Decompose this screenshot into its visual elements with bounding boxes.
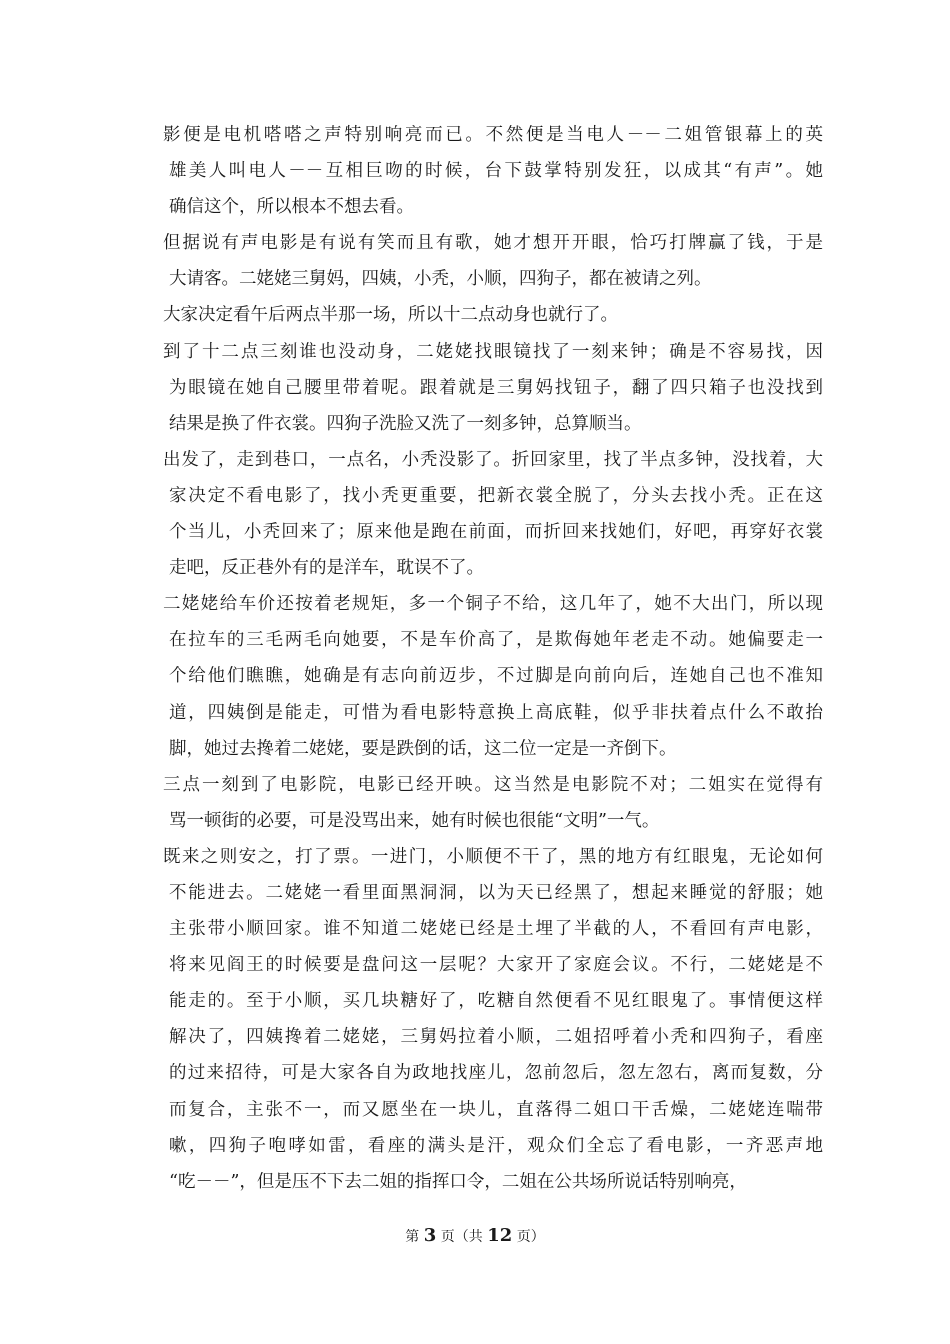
text-line: 个当儿，小秃回来了；原来他是跑在前面，而折回来找她们，好吧，再穿好衣裳 [169,522,823,543]
footer-middle: 页（共 [440,1229,483,1245]
paragraph [163,442,823,586]
text-line: 而复合，主张不一，而又愿坐在一块儿，直落得二姐口干舌燥，二姥姥连喘带 [169,1099,823,1120]
paragraph [163,117,823,225]
text-line: 家决定不看电影了，找小秃更重要，把新衣裳全脱了，分头去找小秃。正在这 [169,485,823,506]
text-line: 既来之则安之，打了票。一进门，小顺便不干了，黑的地方有红眼鬼，无论如何 [163,846,823,867]
paragraph [163,839,823,1200]
text-line: 主张带小顺回家。谁不知道二姥姥已经是土埋了半截的人，不看回有声电影， [169,919,823,940]
text-line: 出发了，走到巷口，一点名，小秃没影了。折回家里，找了半点多钟，没找着，大 [163,449,823,470]
text-line: 结果是换了件衣裳。四狗子洗脸又洗了一刻多钟，总算顺当。 [169,413,642,434]
text-line: 解决了，四姨搀着二姥姥，三舅妈拉着小顺，二姐招呼着小秃和四狗子，看座 [169,1027,823,1048]
text-line: 大家决定看午后两点半那一场，所以十二点动身也就行了。 [163,305,618,326]
total-page-count: 12 [487,1225,513,1246]
text-line: 雄美人叫电人－－互相巨吻的时候，台下鼓掌特别发狂，以成其“有声”。她 [169,161,823,182]
text-line: 但据说有声电影是有说有笑而且有歌，她才想开开眼，恰巧打牌赢了钱，于是 [163,233,823,254]
text-line: 在拉车的三毛两毛向她要，不是车价高了，是欺侮她年老走不动。她偏要走一 [169,630,823,651]
footer-suffix: 页） [516,1229,545,1245]
text-line: 将来见阎王的时候要是盘问这一层呢？大家开了家庭会议。不行，二姥姥是不 [169,955,823,976]
paragraph [163,297,823,333]
text-line: 确信这个，所以根本不想去看。 [169,197,414,218]
paragraph [163,225,823,297]
text-line: 影便是电机嗒嗒之声特别响亮而已。不然便是当电人－－二姐管银幕上的英 [163,125,823,145]
paragraph [163,334,823,442]
text-line: 道，四姨倒是能走，可惜为看电影特意换上高底鞋，似乎非扶着点什么不敢抬 [169,702,823,723]
text-line: “吃－－”，但是压不下去二姐的指挥口令，二姐在公共场所说话特别响亮， [169,1171,747,1192]
text-line: 能走的。至于小顺，买几块糖好了，吃糖自然便看不见红眼鬼了。事情便这样 [169,991,823,1012]
text-line: 走吧，反正巷外有的是洋车，耽误不了。 [169,558,484,579]
text-line: 嗽，四狗子咆哮如雷，看座的满头是汗，观众们全忘了看电影，一齐恶声地 [169,1135,823,1156]
text-line: 骂一顿街的必要，可是没骂出来，她有时候也很能“文明”一气。 [169,810,660,831]
page-footer [0,1226,950,1247]
body-text [163,117,823,1200]
text-line: 的过来招待，可是大家各自为政地找座儿，忽前忽后，忽左忽右，离而复数，分 [169,1063,823,1084]
text-line: 不能进去。二姥姥一看里面黑洞洞，以为天已经黑了，想起来睡觉的舒服；她 [169,882,823,903]
text-line: 个给他们瞧瞧，她确是有志向前迈步，不过脚是向前向后，连她自己也不准知 [169,666,823,687]
text-line: 大请客。二姥姥三舅妈，四姨，小秃，小顺，四狗子，都在被请之列。 [169,269,712,290]
text-line: 到了十二点三刻谁也没动身，二姥姥找眼镜找了一刻来钟；确是不容易找，因 [163,341,823,362]
footer-prefix: 第 [405,1229,420,1245]
text-line: 三点一刻到了电影院，电影已经开映。这当然是电影院不对；二姐实在觉得有 [163,774,823,795]
paragraph [163,586,823,766]
paragraph [163,767,823,839]
text-line: 脚，她过去搀着二姥姥，要是跌倒的话，这二位一定是一齐倒下。 [169,738,677,759]
current-page-number: 3 [423,1225,437,1246]
text-line: 为眼镜在她自己腰里带着呢。跟着就是三舅妈找钮子，翻了四只箱子也没找到 [169,377,823,398]
text-line: 二姥姥给车价还按着老规矩，多一个铜子不给，这几年了，她不大出门，所以现 [163,594,823,615]
